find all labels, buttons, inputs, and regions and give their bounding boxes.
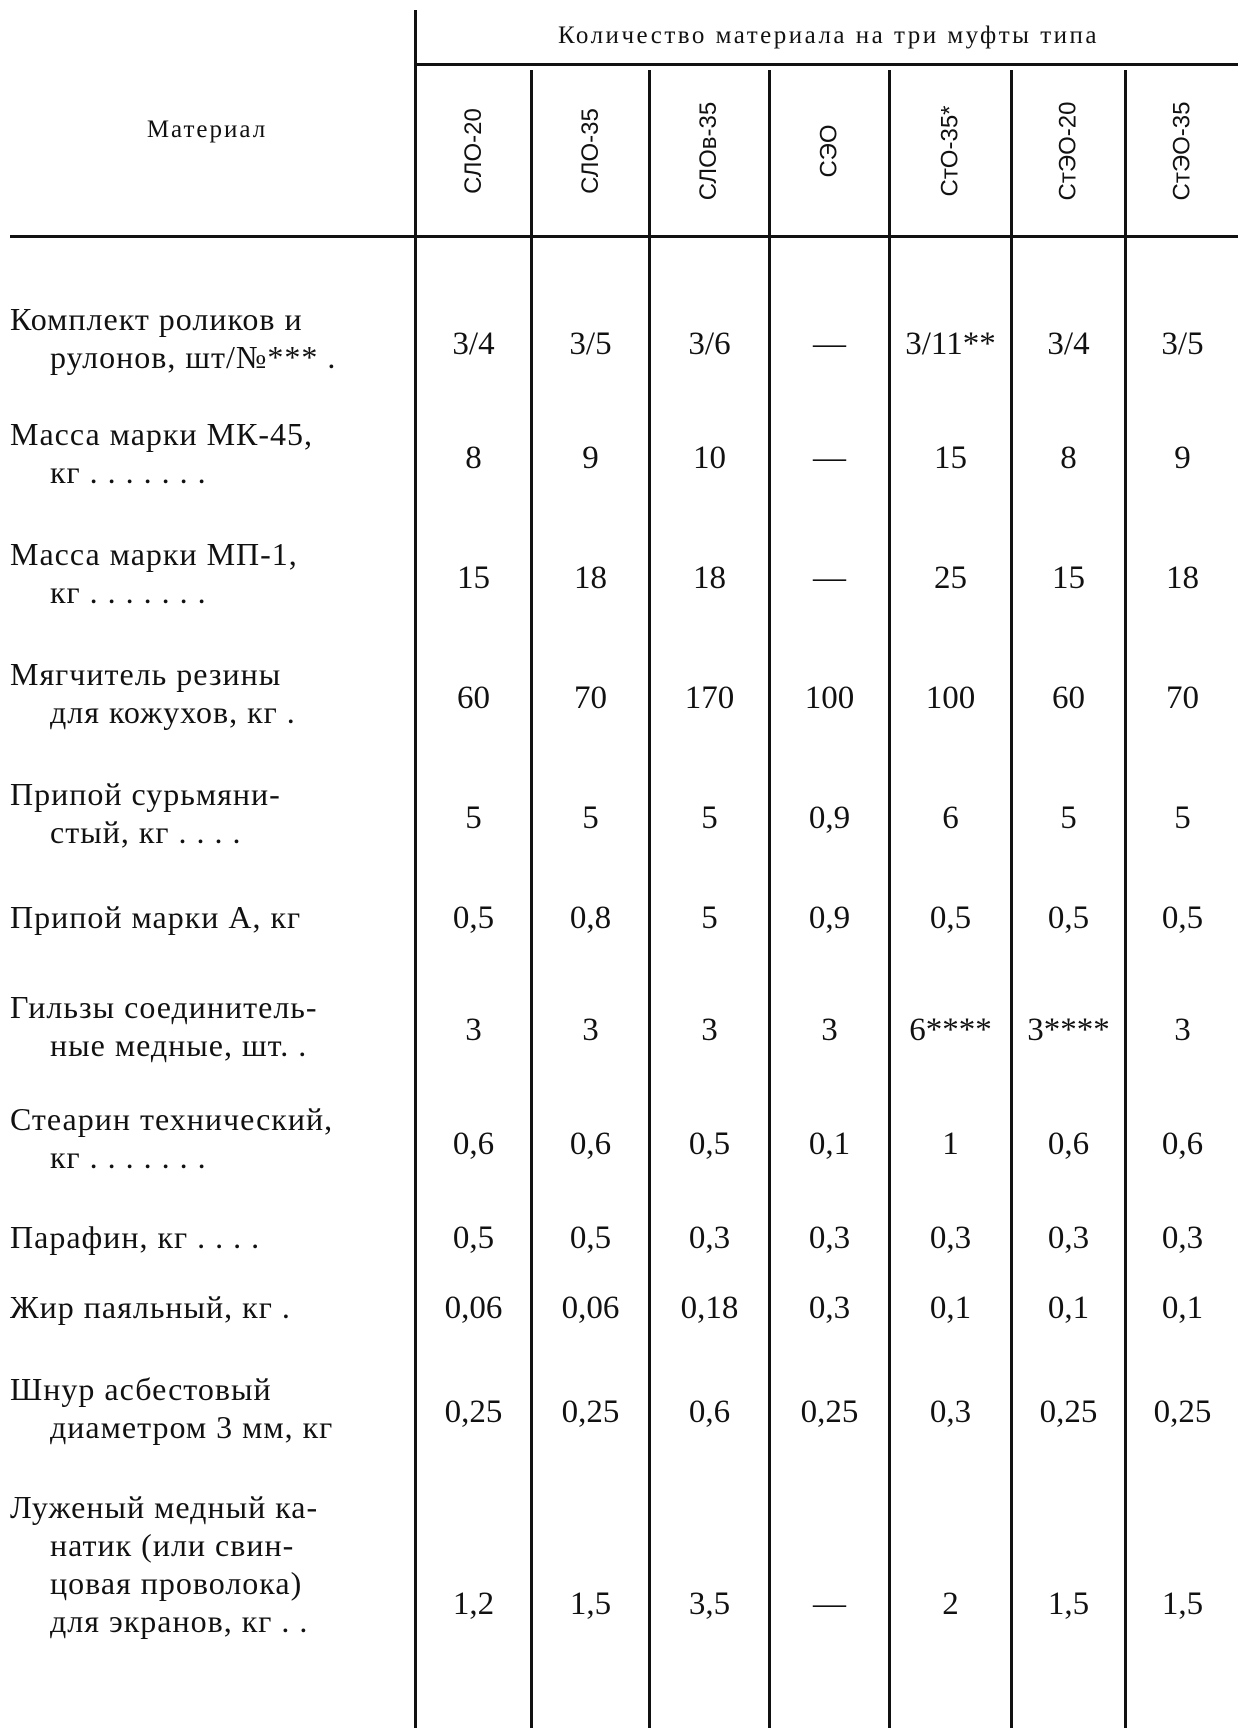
table-cell: 0,5	[452, 1219, 495, 1256]
material-header: Материал	[146, 116, 268, 143]
rule-group-header	[414, 63, 1238, 66]
table-cell: 0,1	[1161, 1289, 1204, 1326]
table-cell: 0,5	[1161, 899, 1204, 936]
table-cell: 5	[701, 899, 718, 936]
table-cell: 0,6	[1161, 1125, 1204, 1162]
table-cell: 18	[693, 559, 726, 596]
table-cell: 0,25	[561, 1393, 620, 1430]
table-cell: 5	[701, 799, 718, 836]
table-cell: 1,2	[452, 1585, 495, 1622]
table-cell: 3	[821, 1011, 838, 1048]
table-cell: 5	[582, 799, 599, 836]
table-cell: 0,6	[452, 1125, 495, 1162]
table-cell: 1,5	[1047, 1585, 1090, 1622]
table-cell: 3****	[1027, 1011, 1110, 1048]
table-cell: 5	[1174, 799, 1191, 836]
table-cell: —	[813, 1585, 846, 1622]
table-cell: —	[813, 325, 846, 362]
table-cell: 18	[1166, 559, 1199, 596]
table-cell: 8	[465, 439, 482, 476]
row-label-line: Гильзы соединитель-	[10, 989, 318, 1025]
table-cell: 0,3	[688, 1219, 731, 1256]
table-cell: 0,25	[1153, 1393, 1212, 1430]
table-cell: 0,3	[929, 1393, 972, 1430]
table-cell: 18	[574, 559, 607, 596]
row-label	[10, 1488, 402, 1640]
table-cell: 3/4	[452, 325, 495, 362]
column-header-7: СтЭО-35	[1168, 101, 1196, 201]
table-cell: 3	[701, 1011, 718, 1048]
table-cell: 0,1	[1047, 1289, 1090, 1326]
row-label	[10, 1370, 402, 1446]
table-cell: 60	[457, 679, 490, 716]
rule-header-bottom	[10, 235, 1238, 238]
table-cell: —	[813, 559, 846, 596]
table-cell: 0,8	[569, 899, 612, 936]
row-label	[10, 1100, 402, 1176]
table-cell: 0,18	[680, 1289, 739, 1326]
table-cell: 1	[942, 1125, 959, 1162]
row-label-line: кг . . . . . . .	[50, 1139, 207, 1175]
column-header-1: СЛО-20	[459, 108, 487, 194]
table-cell: 100	[804, 679, 855, 716]
row-label-line: Жир паяльный, кг .	[10, 1289, 291, 1325]
table-cell: 60	[1052, 679, 1085, 716]
row-label-line: Шнур асбестовый	[10, 1371, 272, 1407]
table-cell: 170	[684, 679, 735, 716]
row-label-line: Припой марки А, кг	[10, 899, 302, 935]
row-label	[10, 415, 402, 491]
row-label-line: стый, кг . . . .	[50, 814, 242, 850]
column-header-3: СЛОв-35	[695, 101, 723, 201]
table-cell: 0,3	[1161, 1219, 1204, 1256]
table-cell: 0,6	[569, 1125, 612, 1162]
table-cell: 0,5	[688, 1125, 731, 1162]
row-label	[10, 655, 402, 731]
table-cell: 0,3	[808, 1289, 851, 1326]
table-cell: 0,5	[452, 899, 495, 936]
table-cell: 3/5	[1161, 325, 1204, 362]
row-label-line: для кожухов, кг .	[50, 694, 296, 730]
row-label-line: рулонов, шт/№*** .	[50, 339, 337, 375]
table-cell: 0,3	[1047, 1219, 1090, 1256]
row-label-line: Мягчитель резины	[10, 656, 282, 692]
table-cell: 0,25	[444, 1393, 503, 1430]
table-cell: 2	[942, 1585, 959, 1622]
table-cell: 15	[1052, 559, 1085, 596]
table-cell: 0,1	[929, 1289, 972, 1326]
table-cell: 70	[1166, 679, 1199, 716]
row-label-line: Масса марки МК-45,	[10, 416, 314, 452]
row-label-line: кг . . . . . . .	[50, 454, 207, 490]
table-cell: 3/4	[1047, 325, 1090, 362]
table-cell: 70	[574, 679, 607, 716]
table-cell: 1,5	[569, 1585, 612, 1622]
table-cell: 25	[934, 559, 967, 596]
rule-material-column	[414, 10, 417, 1728]
table-cell: 5	[1060, 799, 1077, 836]
row-label	[10, 988, 402, 1064]
table-cell: 0,6	[688, 1393, 731, 1430]
row-label-line: ные медные, шт. .	[50, 1027, 308, 1063]
table-cell: 0,9	[808, 799, 851, 836]
row-label-line: цовая проволока)	[50, 1565, 303, 1601]
column-header-6: СтЭО-20	[1054, 101, 1082, 201]
table-cell: 0,5	[929, 899, 972, 936]
table-cell: 1,5	[1161, 1585, 1204, 1622]
row-label-line: для экранов, кг . .	[50, 1603, 309, 1639]
table-cell: 100	[925, 679, 976, 716]
table-cell: 0,06	[561, 1289, 620, 1326]
table-cell: —	[813, 439, 846, 476]
table-cell: 3	[465, 1011, 482, 1048]
column-header-2: СЛО-35	[576, 108, 604, 194]
table-cell: 0,25	[1039, 1393, 1098, 1430]
table-cell: 10	[693, 439, 726, 476]
table-cell: 0,5	[1047, 899, 1090, 936]
row-label-line: Комплект роликов и	[10, 301, 303, 337]
table-cell: 9	[582, 439, 599, 476]
row-label	[10, 1218, 402, 1256]
row-label-line: Парафин, кг . . . .	[10, 1219, 261, 1255]
table-cell: 0,6	[1047, 1125, 1090, 1162]
column-header-4: СЭО	[815, 124, 843, 178]
table-cell: 0,06	[444, 1289, 503, 1326]
row-label	[10, 775, 402, 851]
row-label-line: Масса марки МП-1,	[10, 536, 298, 572]
table-cell: 5	[465, 799, 482, 836]
row-label	[10, 300, 402, 376]
row-label	[10, 898, 402, 936]
table-cell: 3	[582, 1011, 599, 1048]
row-label-line: Стеарин технический,	[10, 1101, 334, 1137]
table-cell: 6****	[909, 1011, 992, 1048]
table-cell: 3/5	[569, 325, 612, 362]
row-label-line: диаметром 3 мм, кг	[50, 1409, 334, 1445]
table-cell: 15	[457, 559, 490, 596]
row-label	[10, 535, 402, 611]
row-label-line: Припой сурьмяни-	[10, 776, 281, 812]
table-cell: 9	[1174, 439, 1191, 476]
table-cell: 3	[1174, 1011, 1191, 1048]
group-header: Количество материала на три муфты типа	[557, 22, 1100, 49]
table-cell: 0,3	[808, 1219, 851, 1256]
row-label	[10, 1288, 402, 1326]
table-cell: 6	[942, 799, 959, 836]
table-cell: 0,25	[800, 1393, 859, 1430]
row-label-line: натик (или свин-	[50, 1527, 295, 1563]
table-cell: 8	[1060, 439, 1077, 476]
table-cell: 0,1	[808, 1125, 851, 1162]
table-cell: 15	[934, 439, 967, 476]
table-cell: 3/11**	[905, 325, 996, 362]
table-cell: 3,5	[688, 1585, 731, 1622]
table-cell: 0,9	[808, 899, 851, 936]
column-header-5: СтО-35*	[936, 105, 964, 197]
table-cell: 3/6	[688, 325, 731, 362]
table-cell: 0,5	[569, 1219, 612, 1256]
table-cell: 0,3	[929, 1219, 972, 1256]
row-label-line: Луженый медный ка-	[10, 1489, 319, 1525]
row-label-line: кг . . . . . . .	[50, 574, 207, 610]
